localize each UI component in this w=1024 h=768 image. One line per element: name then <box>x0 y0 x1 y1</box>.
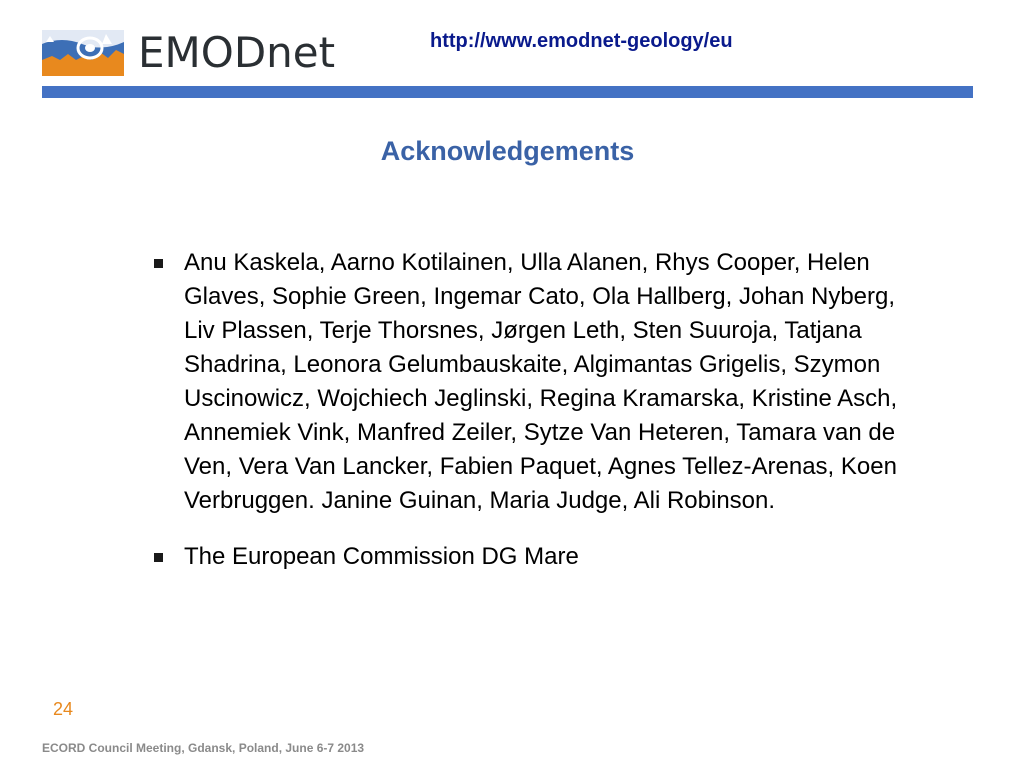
footer-meeting-text: ECORD Council Meeting, Gdansk, Poland, June 6-7 2013 <box>42 741 365 755</box>
acknowledgement-list <box>152 246 912 596</box>
header-divider-bar <box>42 86 973 98</box>
page-number: 24 <box>53 699 74 719</box>
contributors-text: Anu Kaskela, Aarno Kotilainen, Ulla Alanen, Rhys Cooper, Helen Glaves, Sophie Green, Ingemar Cato, Ola Hallberg, Johan Nyberg, Liv Plassen, Terje Thorsnes, Jørgen Leth, Sten Suuroja, Tatjana Shadrina, Leonora Gelumbauskaite, Algimantas Grigelis, Szymon Uscinowicz, Wojchiech Jeglinski, Regina Kramarska, Kristine Asch, Annemiek Vink, Manfred Zeiler, Sytze Van Heteren, Tamara van de Ven, Vera Van Lancker, Fabien Paquet, Agnes Tellez-Arenas, Koen Verbruggen. Janine Guinan, Maria Judge, Ali Robinson. <box>184 249 898 514</box>
emodnet-logo-icon <box>42 30 124 76</box>
website-url[interactable]: http://www.emodnet-geology/eu <box>430 30 733 52</box>
funder-text: The European Commission DG Mare <box>184 543 579 570</box>
list-item <box>152 540 912 574</box>
square-bullet-icon <box>154 259 163 268</box>
square-bullet-icon <box>154 553 163 562</box>
emodnet-logo <box>42 30 335 76</box>
logo-wordmark: EMODnet <box>138 28 336 77</box>
list-item <box>152 246 912 518</box>
slide-title: Acknowledgements <box>380 136 635 166</box>
